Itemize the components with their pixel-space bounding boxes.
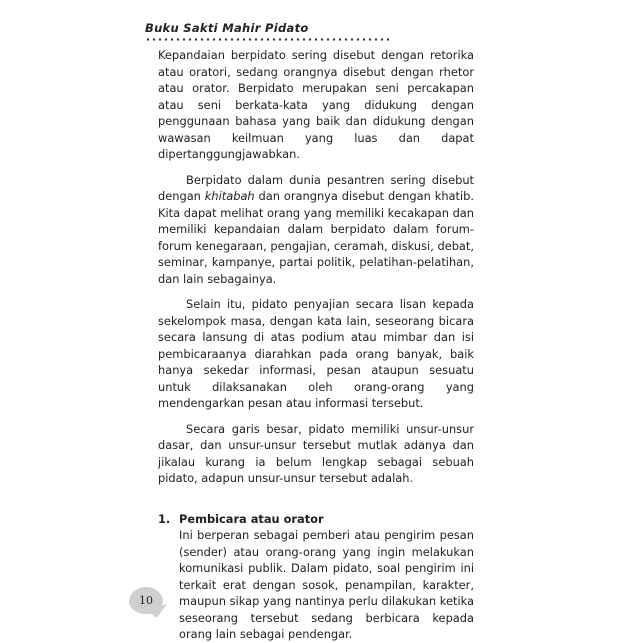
list-item-heading (158, 511, 474, 528)
paragraph-2-italic-term: khitabah (204, 189, 255, 203)
paragraph-2-text-a: Berpidato dalam dunia pesantren sering disebut dengan (158, 172, 474, 203)
paragraph-2 (158, 172, 474, 288)
list-item-title: Pembicara atau orator (179, 511, 324, 526)
paragraph-3: Selain itu, pidato penyajian secara lisan kepada sekelompok masa, dengan kata lain, seseorang bicara secara lansung di atas podium atau mimbar dan isi pembicaraanya diarahkan pada orang banyak, baik hanya sekedar informasi, pesan ataupun sesuatu untuk dilaksanakan oleh orang-orang yang mendengarkan pesan atau informasi tersebut. (158, 297, 474, 410)
list-item-number: 1. (158, 511, 171, 526)
paragraph-4: Secara garis besar, pidato memiliki unsur-unsur dasar, dan unsur-unsur tersebut mutlak adanya dan jikalau kurang ia belum lengkap sebagai sebuah pidato, adapun unsur-unsur tersebut adalah. (158, 421, 474, 485)
running-header-title: Buku Sakti Mahir Pidato (145, 21, 309, 35)
paragraph-1: Kepandaian berpidato sering disebut dengan retorika atau oratori, sedang orangnya disebut dengan rhetor atau orator. Berpidato merupakan seni percakapan atau seni berkata-kata yang didukung dengan penggunaan bahasa yang baik dan didukung dengan wawasan keilmuan yang luas dan dapat dipertanggungjawabkan. (158, 48, 474, 161)
header-dotted-rule (145, 38, 393, 41)
paragraph-2-text-b: dan orangnya disebut dengan khatib. Kita dapat melihat orang yang memiliki kecakapan dan memiliki kepandaian dalam berpidato dalam forum-forum kenegaraan, pengajian, ceramah, diskusi, debat, seminar, kampanye, partai politik, pelatihan-pelatihan, dan lain sebagainya. (158, 189, 474, 286)
list-item-body: Ini berperan sebagai pemberi atau pengirim pesan (sender) atau orang-orang yang ingin melakukan komunikasi publik. Dalam pidato, soal pengirim ini terkait erat dengan sosok, penampilan, karakter, maupun sikap yang nantinya perlu dilakukan ketika seseorang tersebut sedang berbicara kepada orang lain sebagai pendengar. (179, 528, 474, 641)
page-number: 10 (139, 594, 153, 607)
body-text (158, 47, 474, 643)
